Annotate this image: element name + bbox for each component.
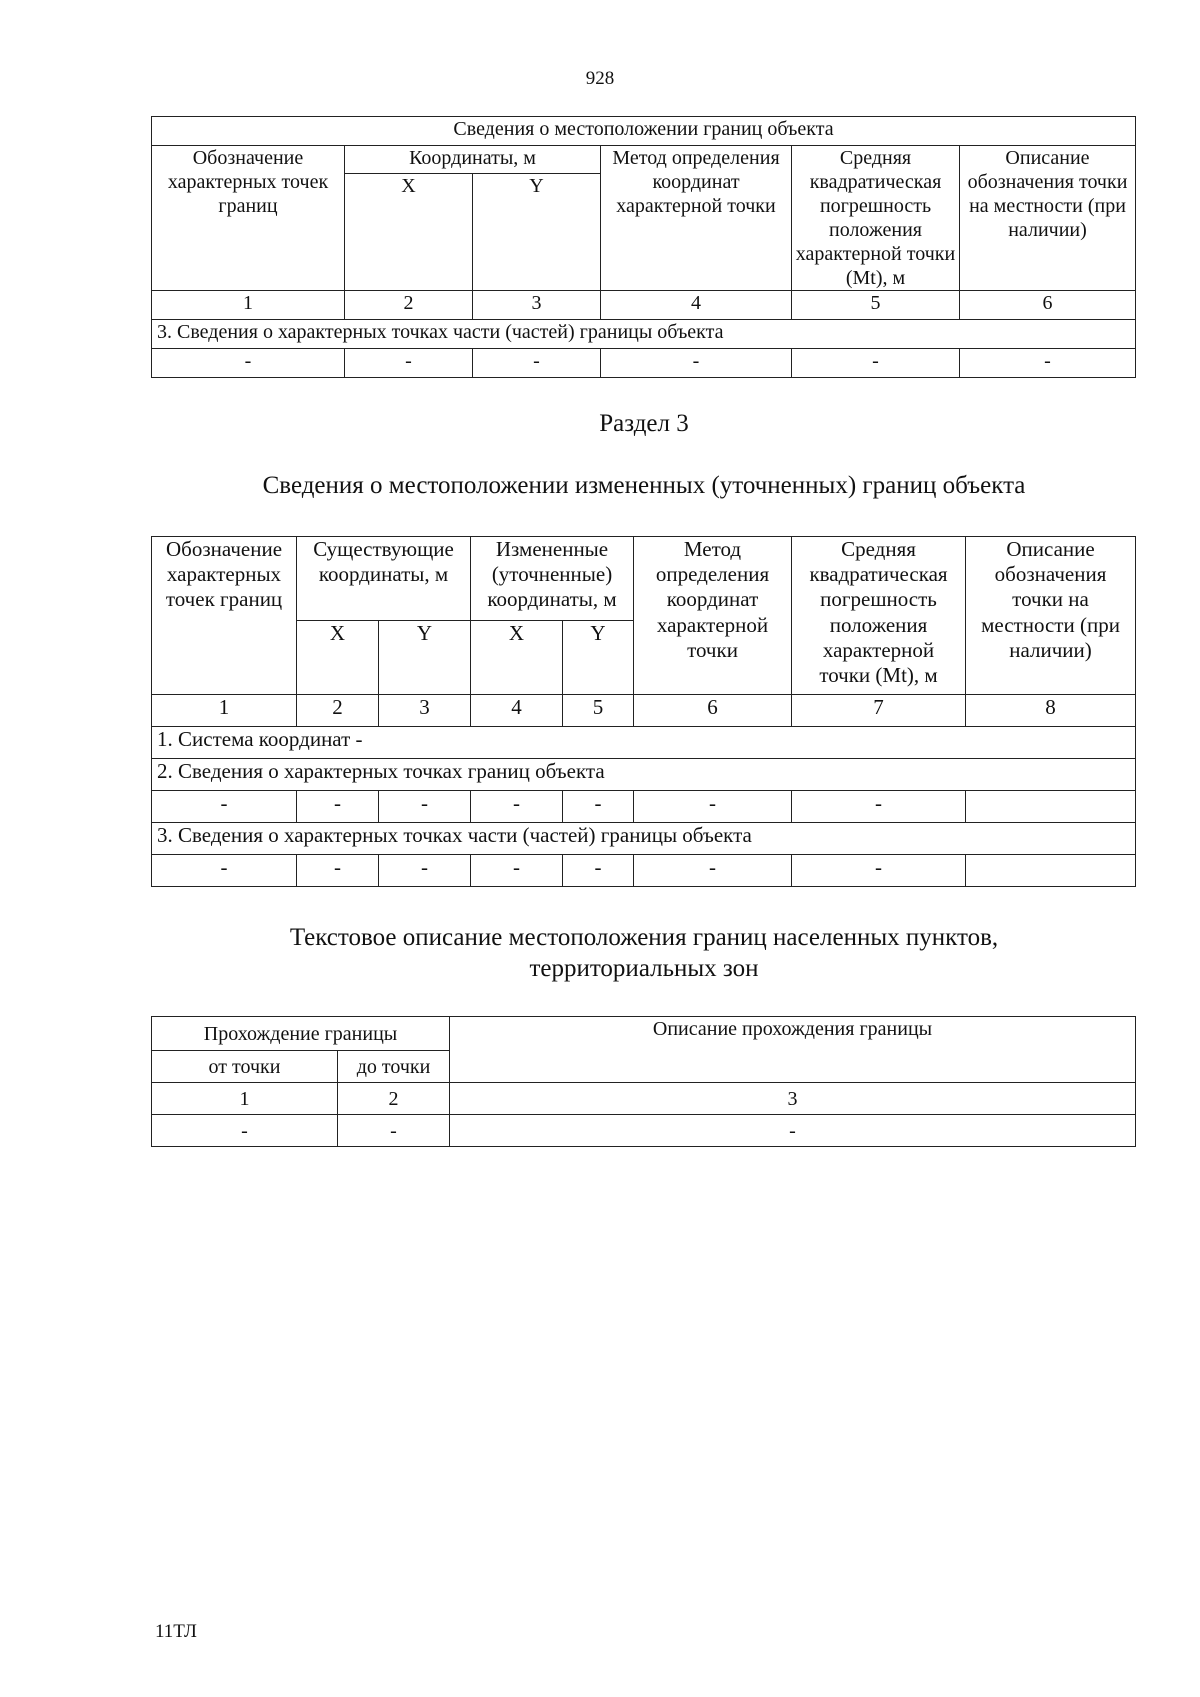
column-number: 1 (152, 695, 297, 727)
table-cell: - (297, 791, 379, 823)
table-cell: - (792, 349, 960, 378)
column-number: 2 (297, 695, 379, 727)
boundary-location-table (151, 116, 1136, 378)
header-method: Метод определения координат характерной точки (601, 146, 792, 291)
header-y: Y (563, 621, 634, 695)
section-row: 1. Система координат - (152, 727, 1136, 759)
header-passage: Прохождение границы (152, 1017, 450, 1051)
table-cell: - (379, 855, 471, 887)
footer-code: 11ТЛ (155, 1621, 197, 1642)
column-number: 6 (634, 695, 792, 727)
text-description-heading (0, 922, 1200, 985)
column-number: 3 (450, 1083, 1136, 1115)
table-cell (966, 791, 1136, 823)
table-cell: - (345, 349, 473, 378)
section-title: Раздел 3 (599, 410, 689, 437)
section-row: 2. Сведения о характерных точках границ объекта (152, 759, 1136, 791)
section-row: 3. Сведения о характерных точках части (частей) границы объекта (152, 320, 1136, 349)
table-cell: - (152, 855, 297, 887)
table-cell: - (152, 791, 297, 823)
table-cell: - (379, 791, 471, 823)
column-number: 5 (563, 695, 634, 727)
column-number: 3 (379, 695, 471, 727)
table-title: Сведения о местоположении границ объекта (152, 117, 1136, 146)
column-number: 8 (966, 695, 1136, 727)
header-description: Описание прохождения границы (450, 1017, 1136, 1083)
header-description: Описание обозначения точки на местности (при наличии) (966, 537, 1136, 695)
column-number: 5 (792, 291, 960, 320)
header-y: Y (379, 621, 471, 695)
column-number: 3 (473, 291, 601, 320)
table-cell: - (792, 855, 966, 887)
column-number: 6 (960, 291, 1136, 320)
column-number: 4 (601, 291, 792, 320)
table-cell: - (471, 791, 563, 823)
section-subtitle: Сведения о местоположении измененных (уточненных) границ объекта (262, 472, 1026, 499)
table-cell: - (634, 855, 792, 887)
heading-line: Текстовое описание местоположения границ населенных пунктов, (289, 924, 999, 951)
header-error: Средняя квадратическая погрешность положения характерной точки (Mt), м (792, 537, 966, 695)
column-number: 7 (792, 695, 966, 727)
table-cell: - (297, 855, 379, 887)
table-cell: - (473, 349, 601, 378)
table-cell: - (792, 791, 966, 823)
column-number: 2 (345, 291, 473, 320)
header-error: Средняя квадратическая погрешность положения характерной точки (Mt), м (792, 146, 960, 291)
section-row: 3. Сведения о характерных точках части (частей) границы объекта (152, 823, 1136, 855)
header-x: X (297, 621, 379, 695)
table-cell (966, 855, 1136, 887)
header-to: до точки (338, 1051, 450, 1083)
header-description: Описание обозначения точки на местности (при наличии) (960, 146, 1136, 291)
table-cell: - (960, 349, 1136, 378)
header-existing-coordinates: Существующие координаты, м (297, 537, 471, 621)
table-cell: - (601, 349, 792, 378)
table-cell: - (152, 349, 345, 378)
column-number: 2 (338, 1083, 450, 1115)
header-designation: Обозначение характерных точек границ (152, 146, 345, 291)
table-cell: - (338, 1115, 450, 1147)
table-cell: - (450, 1115, 1136, 1147)
column-number: 1 (152, 1083, 338, 1115)
table-cell: - (563, 791, 634, 823)
column-number: 1 (152, 291, 345, 320)
table-cell: - (152, 1115, 338, 1147)
header-method: Метод определения координат характерной точки (634, 537, 792, 695)
header-coordinates: Координаты, м (345, 146, 601, 174)
page-number: 928 (585, 68, 615, 89)
header-changed-coordinates: Измененные (уточненные) координаты, м (471, 537, 634, 621)
table-cell: - (471, 855, 563, 887)
header-from: от точки (152, 1051, 338, 1083)
heading-line: территориальных зон (529, 955, 759, 983)
column-number: 4 (471, 695, 563, 727)
header-x: X (471, 621, 563, 695)
table-cell: - (563, 855, 634, 887)
header-y: Y (473, 174, 601, 291)
changed-boundaries-table (151, 536, 1136, 887)
header-x: X (345, 174, 473, 291)
header-designation: Обозначение характерных точек границ (152, 537, 297, 695)
boundary-passage-table (151, 1016, 1136, 1147)
table-cell: - (634, 791, 792, 823)
